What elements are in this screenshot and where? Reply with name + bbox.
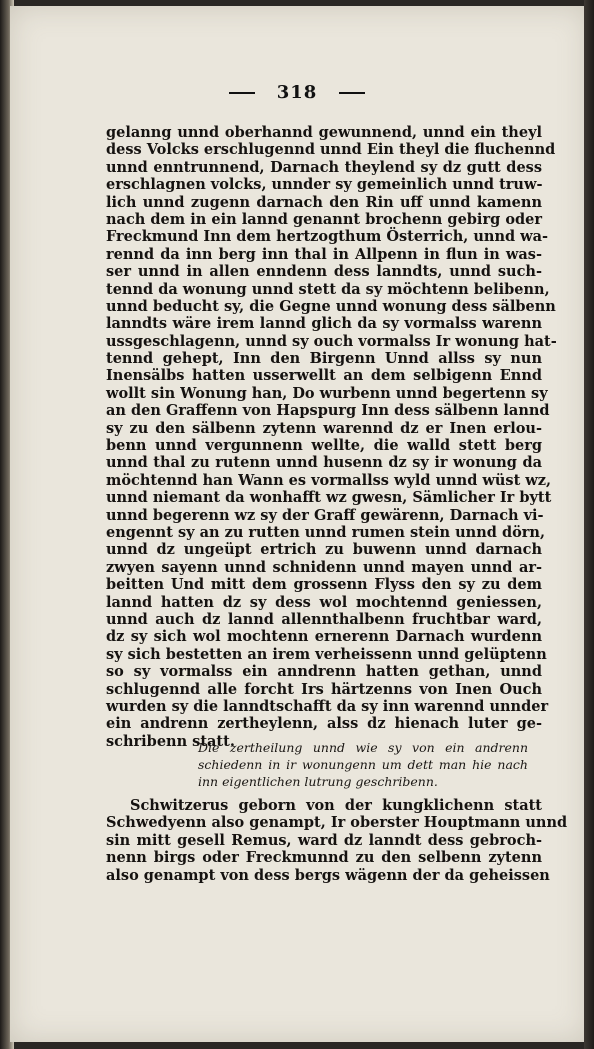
text-line: erschlagnen volcks, unnder sy gemeinlich unnd truw- xyxy=(106,176,543,194)
text-line: wurden sy die lanndtschafft da sy inn warennd unnder xyxy=(106,697,549,715)
text-line: Schwitzerus geborn von der kungklichenn statt xyxy=(130,797,542,814)
text-line: nach dem in ein lannd genannt brochenn gebirg oder xyxy=(106,210,542,228)
marginal-note xyxy=(198,739,528,790)
text-line: zwyen sayenn unnd schnidenn unnd mayen unnd ar- xyxy=(106,558,542,576)
text-line: lich unnd zugenn darnach den Rin uff unnd kamenn xyxy=(106,193,542,211)
text-line: tennd da wonung unnd stett da sy möchtenn belibenn, xyxy=(106,280,550,298)
text-line: unnd dz ungeüpt ertrich zu buwenn unnd darnach xyxy=(106,541,542,559)
text-line: gelanng unnd oberhannd gewunnend, unnd ein theyl xyxy=(106,124,542,141)
text-line: lanndts wäre irem lannd glich da sy vormalss warenn xyxy=(106,315,542,333)
text-line: ein andrenn zertheylenn, alss dz hienach luter ge- xyxy=(106,715,542,733)
text-line: schlugennd alle forcht Irs härtzenns von Inen Ouch xyxy=(106,680,542,698)
text-line: Schwedyenn also genampt, Ir oberster Houptmann unnd xyxy=(106,814,568,832)
page-edge-shadow xyxy=(584,0,594,1049)
text-line: so sy vormalss ein anndrenn hatten gethan, unnd xyxy=(106,663,542,681)
text-line: unnd auch dz lannd allennthalbenn fruchtbar ward, xyxy=(106,610,542,628)
header-dash-right xyxy=(339,92,365,94)
page-number: 318 xyxy=(276,82,318,103)
text-line: dess Volcks erschlugennd unnd Ein theyl die fluchennd xyxy=(106,141,556,159)
text-line: lannd hatten dz sy dess wol mochtennd geniessen, xyxy=(106,593,542,611)
text-line: Die zertheilung unnd wie sy von ein andrenn xyxy=(198,740,528,755)
text-line: schribenn statt. xyxy=(106,732,235,750)
text-line: unnd enntrunnend, Darnach theylend sy dz gutt dess xyxy=(106,158,542,176)
page-header xyxy=(0,82,594,103)
text-line: tennd gehept, Inn den Birgenn Unnd allss sy nun xyxy=(106,350,542,368)
text-line: nenn birgs oder Freckmunnd zu den selbenn zytenn xyxy=(106,849,542,867)
text-line: wollt sin Wonung han, Do wurbenn unnd begertenn sy xyxy=(106,384,548,402)
text-line: beitten Und mitt dem grossenn Flyss den sy zu dem xyxy=(106,576,542,594)
text-line: inn eigentlichen lutrung geschribenn. xyxy=(198,774,438,789)
text-line: ussgeschlagenn, unnd sy ouch vormalss Ir wonung hat- xyxy=(106,332,557,350)
text-line: sy zu den sälbenn zytenn warennd dz er Inen erlou- xyxy=(106,419,542,437)
text-line: sin mitt gesell Remus, ward dz lanndt dess gebroch- xyxy=(106,831,542,849)
text-line: unnd begerenn wz sy der Graff gewärenn, Darnach vi- xyxy=(106,506,544,524)
text-line: ser unnd in allen enndenn dess lanndts, unnd such- xyxy=(106,263,542,281)
text-line: dz sy sich wol mochtenn ernerenn Darnach wurdenn xyxy=(106,628,542,646)
text-line: an den Graffenn von Hapspurg Inn dess sälbenn lannd xyxy=(106,402,550,420)
text-line: benn unnd vergunnenn wellte, die walld stett berg xyxy=(106,437,542,455)
paragraph-2 xyxy=(106,797,568,884)
text-line: schiedenn in ir wonungenn um dett man hie nach xyxy=(198,757,528,772)
text-line: engennt sy an zu rutten unnd rumen stein unnd dörn, xyxy=(106,523,545,541)
text-line: Freckmund Inn dem hertzogthum Österrich, unnd wa- xyxy=(106,228,549,246)
text-line: unnd beducht sy, die Gegne unnd wonung dess sälbenn xyxy=(106,297,556,315)
text-line: rennd da inn berg inn thal in Allpenn in flun in was- xyxy=(106,245,542,263)
paragraph-1 xyxy=(106,124,557,750)
text-line: unnd niemant da wonhafft wz gwesn, Sämlicher Ir bytt xyxy=(106,489,552,507)
text-line: unnd thal zu rutenn unnd husenn dz sy ir wonung da xyxy=(106,454,542,472)
text-line: möchtennd han Wann es vormallss wyld unnd wüst wz, xyxy=(106,471,552,489)
text-line: also genampt von dess bergs wägenn der da geheissen xyxy=(106,866,550,884)
text-line: Inensälbs hatten usserwellt an dem selbigenn Ennd xyxy=(106,367,542,385)
text-line: sy sich bestetten an irem verheissenn unnd gelüptenn xyxy=(106,645,547,663)
header-dash-left xyxy=(229,92,255,94)
